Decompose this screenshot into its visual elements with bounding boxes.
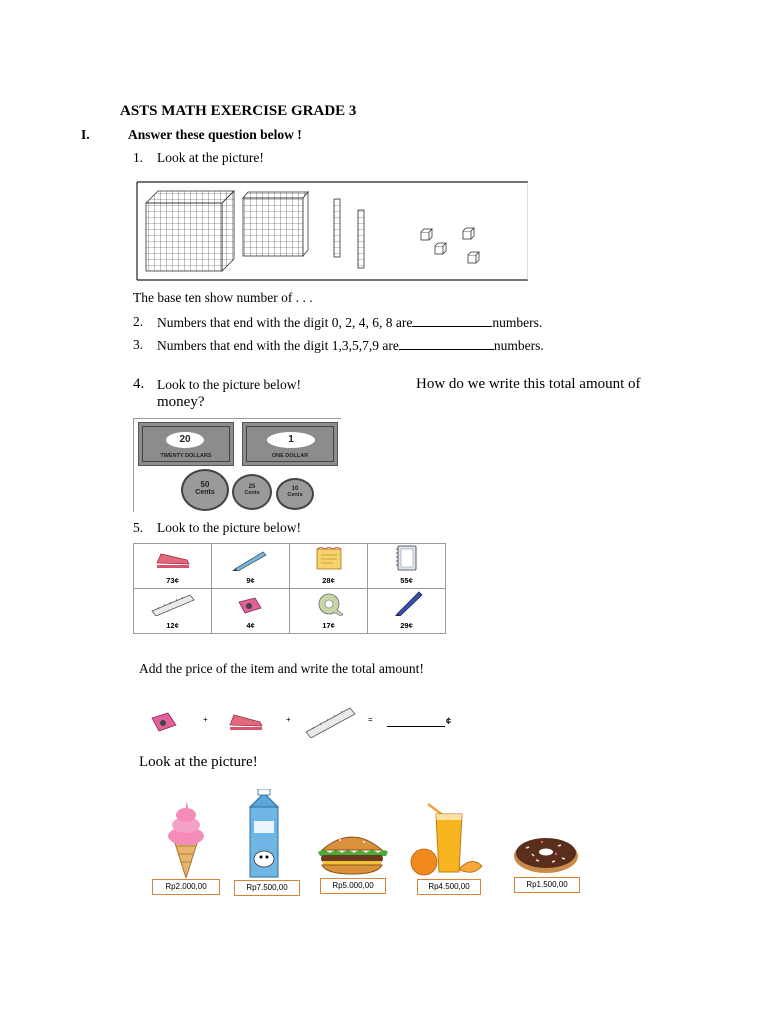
price-cell [290, 544, 368, 589]
price-label: 12¢ [166, 621, 179, 630]
price-label: 28¢ [322, 576, 335, 585]
q5-instruction: Add the price of the item and write the total amount! [139, 661, 424, 676]
food-price-tag: Rp1.500,00 [514, 877, 580, 893]
section-heading: Answer these question below ! [128, 127, 302, 142]
base-ten-blocks-drawing [136, 181, 528, 281]
ice-cream-icon [160, 800, 212, 878]
stapler-icon [151, 549, 195, 571]
coin-value: 50 [200, 480, 210, 489]
q2-suffix: numbers. [492, 315, 543, 330]
q2-number: 2. [133, 314, 144, 329]
stapler-icon [226, 710, 266, 734]
q1-number: 1. [133, 150, 144, 165]
q4-number: 4. [133, 376, 145, 392]
burger-icon [314, 828, 390, 876]
notebook-icon [385, 545, 429, 571]
coin-unit: Cents [195, 489, 215, 496]
q1-followup: The base ten show number of . . . [133, 290, 313, 305]
orange-juice-icon [410, 800, 486, 878]
q4-question-line2: money? [157, 394, 205, 410]
pencil-icon [229, 549, 273, 571]
stationery-price-table [133, 543, 446, 634]
bill-value: 20 [166, 432, 204, 448]
ruler-icon [149, 592, 197, 616]
coin-value: 10 [291, 486, 299, 492]
q2-answer-blank[interactable] [412, 314, 492, 327]
unit-cube-icon [421, 228, 479, 263]
price-label: 29¢ [400, 621, 413, 630]
price-label: 55¢ [400, 576, 413, 585]
tape-icon [307, 592, 351, 616]
price-cell [290, 589, 368, 634]
price-cell [368, 544, 446, 589]
ten-rod-icon [334, 199, 364, 268]
q2-line [157, 314, 542, 331]
bill-value: 1 [267, 432, 315, 448]
milk-carton-icon [244, 789, 284, 879]
thousand-cube-icon [146, 191, 234, 271]
coin-unit: Cents [244, 490, 260, 496]
q6-text: Look at the picture! [139, 754, 258, 770]
plus-sign: + [203, 715, 208, 724]
cent-symbol: ¢ [446, 716, 452, 726]
section-numeral: I. [81, 127, 90, 142]
q4-text: Look to the picture below! [157, 377, 301, 392]
price-label: 9¢ [246, 576, 255, 585]
base-ten-blocks-picture [136, 181, 528, 281]
food-price-tag: Rp5.000,00 [320, 878, 386, 894]
donut-icon [512, 834, 580, 874]
price-label: 17¢ [322, 621, 335, 630]
food-price-tag: Rp2.000,00 [152, 879, 220, 895]
price-label: 73¢ [166, 576, 179, 585]
price-equation [148, 706, 468, 740]
coin-25-cents [232, 474, 272, 510]
q1-text: Look at the picture! [157, 150, 264, 165]
q3-text: Numbers that end with the digit 1,3,5,7,9 are [157, 338, 399, 353]
bill-caption: ONE DOLLAR [271, 453, 309, 459]
worksheet-title: ASTS MATH EXERCISE GRADE 3 [120, 103, 357, 119]
hundred-flat-icon [243, 192, 308, 256]
coin-value: 25 [248, 484, 256, 490]
price-cell [212, 544, 290, 589]
q3-line [157, 337, 544, 354]
price-cell [134, 544, 212, 589]
q2-text: Numbers that end with the digit 0, 2, 4, 6, 8 are [157, 315, 413, 330]
price-cell [212, 589, 290, 634]
q3-answer-blank[interactable] [399, 337, 494, 350]
q5-number: 5. [133, 520, 144, 535]
pen-icon [385, 590, 429, 616]
sticky-notes-icon [307, 547, 351, 571]
price-cell [134, 589, 212, 634]
q4-question-line1: How do we write this total amount of [416, 376, 641, 392]
q3-suffix: numbers. [493, 338, 544, 353]
ruler-icon [304, 706, 358, 738]
sharpener-icon [148, 710, 180, 734]
q5-text: Look to the picture below! [157, 520, 301, 535]
total-answer-blank[interactable] [387, 714, 445, 727]
coin-50-cents [181, 469, 229, 511]
bill-twenty-dollars [138, 422, 234, 466]
food-price-tag: Rp7.500,00 [234, 880, 300, 896]
coin-unit: Cents [287, 492, 303, 498]
bill-caption: TWENTY DOLLARS [160, 453, 212, 459]
equals-sign: = [368, 715, 373, 724]
price-label: 4¢ [246, 621, 255, 630]
price-cell [368, 589, 446, 634]
money-picture [133, 418, 341, 512]
sharpener-icon [229, 594, 273, 616]
q3-number: 3. [133, 337, 144, 352]
plus-sign: + [286, 715, 291, 724]
bill-one-dollar [242, 422, 338, 466]
food-price-tag: Rp4.500,00 [417, 879, 481, 895]
coin-10-cents [276, 478, 314, 510]
